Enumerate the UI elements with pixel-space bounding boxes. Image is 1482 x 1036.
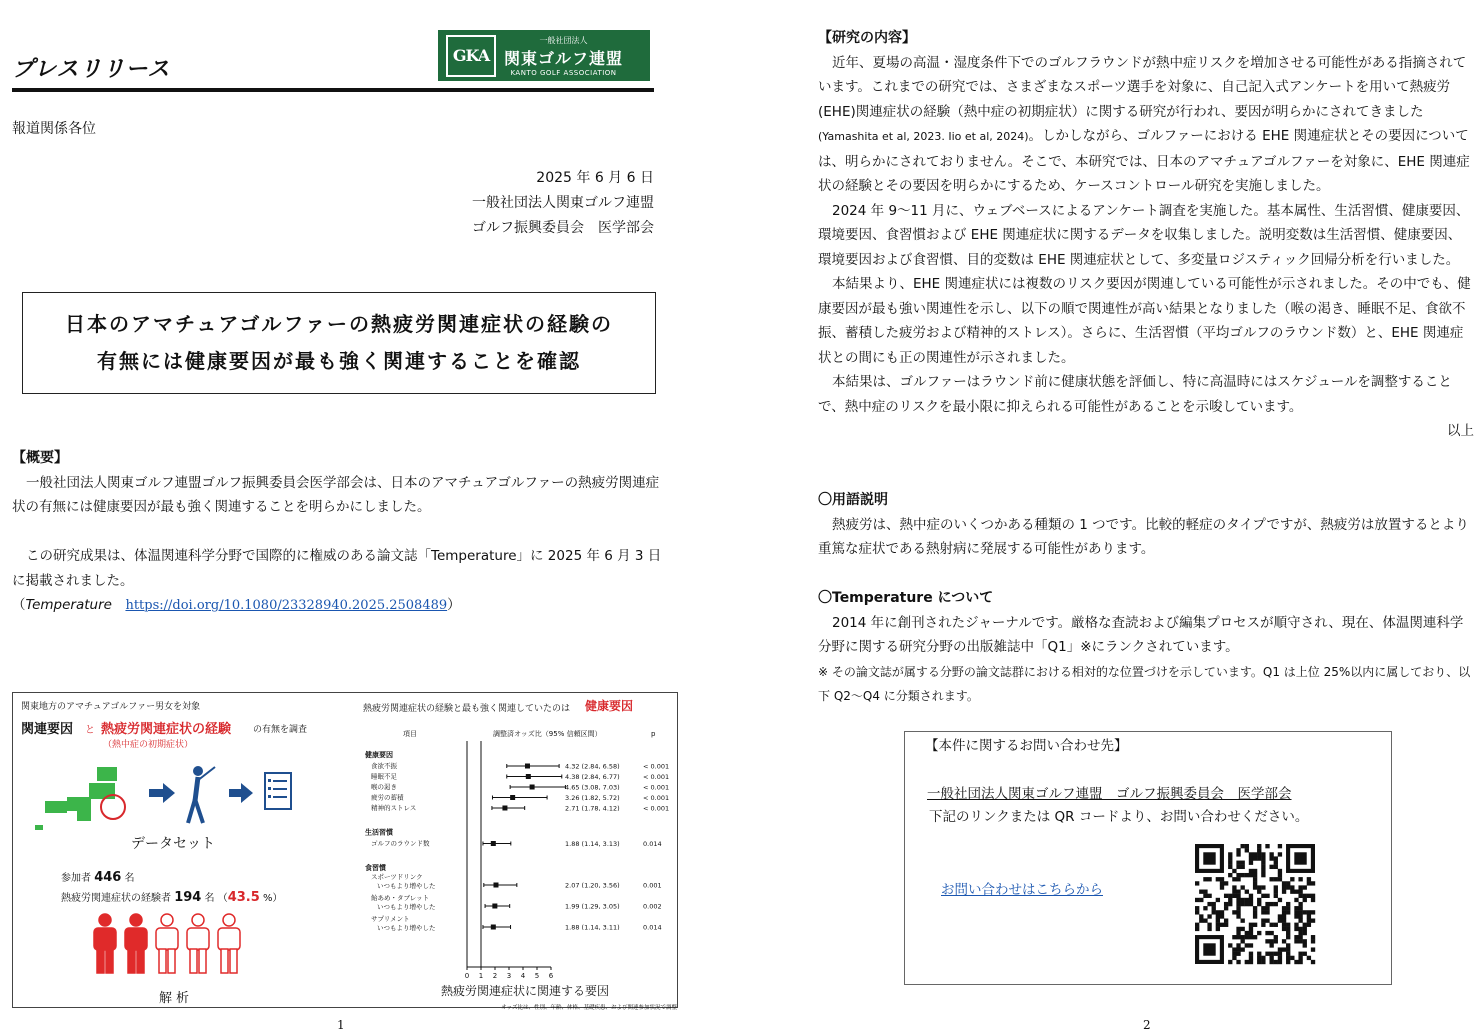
recipient: 報道関係各位	[12, 121, 96, 137]
row-label: スポーツドリンク	[371, 873, 423, 881]
x-tick-label: 2	[492, 972, 498, 980]
issuer-org: 一般社団法人関東ゴルフ連盟	[472, 195, 654, 211]
x-tick-label: 3	[506, 972, 512, 980]
col-or-header: 調整済オッズ比（95% 信頼区間）	[493, 730, 602, 738]
experienced-value: 194	[174, 890, 202, 905]
forest-plot	[343, 727, 677, 1011]
col-item-header: 項目	[403, 730, 417, 738]
overview-section	[12, 446, 672, 619]
temperature-note: ※ その論文誌が属する分野の論文誌群における相対的な位置づけを示しています。Q1 は上位 25%以内に属しており、以下 Q2～Q4 に分類されます。	[818, 664, 1471, 703]
or-value: 4.32 (2.84, 6.58)	[565, 762, 620, 771]
fig-footnote: オッズ比は、性別、年齢、体格、基礎疾患、および関連参加状況で調整	[501, 1005, 677, 1011]
temperature-heading: 〇Temperature について	[818, 590, 994, 606]
research-paragraph-1	[818, 51, 1474, 199]
issuer-dept: ゴルフ振興委員会 医学部会	[472, 220, 654, 236]
logo-mark: GKA	[446, 35, 496, 77]
research-paragraph-2: 2024 年 9～11 月に、ウェブベースによるアンケート調査を実施した。基本属性、生活習慣、健康要因、環境要因、食習慣および EHE 関連症状に関するデータを収集しました。説明変数は生活習慣、健康要因、環境要因および食習慣、目的変数は EHE 関連症状として、多変量ロジスティック回帰分析を行いました。	[818, 202, 1470, 268]
graphical-abstract	[12, 692, 678, 1011]
participants-row	[61, 869, 135, 885]
row-label: ゴルフのラウンド数	[371, 839, 430, 848]
x-tick-label: 0	[464, 972, 470, 980]
temperature-section	[818, 586, 1474, 708]
contact-instruction: 下記のリンクまたは QR コードより、お問い合わせください。	[929, 809, 1309, 825]
person-icon	[187, 914, 209, 973]
p-value: < 0.001	[643, 804, 670, 813]
kga-logo	[438, 30, 650, 81]
or-point	[530, 785, 535, 790]
p-value: < 0.001	[643, 762, 670, 771]
participants-unit: 名	[124, 873, 135, 884]
group-label: 食習慣	[365, 864, 386, 872]
fig-factors-label: 関連要因	[21, 722, 74, 737]
analysis-label: 解析	[159, 991, 194, 1006]
or-point	[502, 806, 507, 811]
or-point	[491, 925, 496, 930]
logo-subtitle: 一般社団法人	[539, 35, 588, 45]
title-line-2: 有無には健康要因が最も強く関連することを確認	[97, 349, 581, 373]
golfer-icon	[188, 766, 215, 823]
row-sublabel: いつもより増やした	[377, 903, 436, 911]
or-point	[510, 795, 515, 800]
research-p1-text: 近年、夏場の高温・湿度条件下でのゴルフラウンドが熱中症リスクを増加させる可能性がある指摘されています。これまでの研究では、さまざまなスポーツ選手を対象に、自己記入式アンケートを用いて熱疲労(EHE)関連症状の経験（熱中症の初期症状）に関する研究が行われ、要因が明らかにされてきました	[818, 54, 1467, 120]
research-section	[818, 26, 1474, 444]
japan-map-icon	[35, 767, 125, 830]
citation-journal: Temperature	[25, 597, 112, 613]
person-icon	[94, 914, 116, 973]
page-2	[800, 0, 1482, 1036]
logo-name-jp: 関東ゴルフ連盟	[504, 48, 624, 68]
dataset-illustration	[33, 763, 293, 835]
experienced-unit: 名	[204, 893, 215, 904]
experienced-pct: 43.5	[227, 890, 260, 905]
dataset-label: データセット	[131, 836, 215, 852]
experienced-row: 熱疲労関連症状の経験者 194 名 （43.5 %）	[61, 890, 283, 905]
x-tick-label: 1	[478, 972, 484, 980]
date-block	[472, 166, 654, 241]
press-release-label: プレスリリース	[12, 57, 171, 82]
experienced-label: 熱疲労関連症状の経験者	[61, 893, 171, 904]
pct-unit: %	[262, 893, 273, 904]
research-paragraph-3: 本結果より、EHE 関連症状には複数のリスク要因が関連している可能性が示されました。その中でも、健康要因が最も強い関連性を示し、以下の順で関連性が高い結果となりました（喉の渇き、睡眠不足、食欲不振、蓄積した疲労および精神的ストレス）。さらに、生活習慣（平均ゴルフのラウンド数）と、EHE 関連症状との間にも正の関連性が示されました。	[818, 276, 1471, 366]
terms-heading: 〇用語説明	[818, 492, 888, 508]
or-point	[492, 904, 497, 909]
contact-link[interactable]: お問い合わせはこちらから	[941, 882, 1103, 898]
overview-paragraph-2: この研究成果は、体温関連科学分野で国際的に権威のある論文誌「Temperature」に 2025 年 6 月 3 日に掲載されました。	[12, 548, 662, 589]
p-value: 0.001	[643, 881, 662, 890]
group-label: 健康要因	[365, 751, 393, 759]
arrow-right-icon	[149, 783, 175, 803]
checklist-icon	[265, 773, 291, 809]
title-box	[22, 292, 656, 394]
fig-right-header: 熱疲労関連症状の経験と最も強く関連していたのは	[363, 704, 571, 714]
row-sublabel: いつもより増やした	[377, 924, 436, 932]
research-heading: 【研究の内容】	[818, 30, 916, 46]
doi-link[interactable]: https://doi.org/10.1080/23328940.2025.2508489	[125, 598, 448, 613]
closing: 以上	[1447, 423, 1474, 439]
fig-right-highlight: 健康要因	[585, 699, 634, 713]
p-value: < 0.001	[643, 783, 670, 792]
or-value: 1.88 (1.14, 3.13)	[565, 840, 620, 848]
p-value: < 0.001	[643, 794, 670, 802]
logo-name-en: KANTO GOLF ASSOCIATION	[510, 68, 617, 77]
temperature-paragraph: 2014 年に創刊されたジャーナルです。厳格な査読および編集プロセスが順守され、現在、体温関連科学分野に関する研究分野の出版雑誌中「Q1」※にランクされています。	[818, 614, 1464, 655]
or-value: 1.99 (1.29, 3.05)	[565, 902, 620, 911]
fig-ehe-note: （熱中症の初期症状）	[103, 740, 194, 750]
release-date: 2025 年 6 月 6 日	[536, 170, 654, 186]
row-label: サプリメント	[371, 915, 410, 923]
header-rule	[12, 88, 654, 92]
contact-box	[904, 731, 1392, 985]
participants-value: 446	[94, 870, 122, 885]
row-label: 飴あめ・タブレット	[371, 894, 430, 902]
x-tick-label: 6	[548, 972, 554, 980]
terms-paragraph: 熱疲労は、熱中症のいくつかある種類の 1 つです。比較的軽症のタイプですが、熱疲労は放置するとより重篤な症状である熱射病に発展する可能性があります。	[818, 516, 1469, 557]
x-tick-label: 5	[534, 972, 540, 980]
or-value: 2.07 (1.20, 3.56)	[565, 881, 620, 890]
people-icons	[91, 913, 251, 977]
person-icon	[156, 914, 178, 973]
citation: （Temperature https://doi.org/10.1080/23328940.2025.2508489）	[12, 597, 461, 613]
fig-ehe-label: 熱疲労関連症状の経験	[101, 722, 232, 737]
or-point	[526, 774, 531, 779]
page-number-2: 2	[1143, 1018, 1151, 1032]
research-p1-cite: (Yamashita et al, 2023. Iio et al, 2024)	[818, 130, 1029, 143]
p-value: < 0.001	[643, 773, 670, 781]
row-label: 睡眠不足	[371, 772, 397, 781]
research-p1-rest: 。しかしながら、ゴルファーにおける EHE 関連症状とその要因については、明らかにされておりません。そこで、本研究では、日本のアマチュアゴルファーを対象に、EHE 関連症状の経験とその要因を明らかにするため、ケースコントロール研究を実施しました。	[818, 128, 1470, 194]
or-value: 4.65 (3.08, 7.03)	[565, 783, 620, 792]
person-icon	[218, 914, 240, 973]
p-value: 0.014	[643, 840, 662, 848]
page-number-1: 1	[337, 1018, 345, 1032]
overview-paragraph-1: 一般社団法人関東ゴルフ連盟ゴルフ振興委員会医学部会は、日本のアマチュアゴルファーの熱疲労関連症状の有無には健康要因が最も強く関連することを明らかにしました。	[12, 474, 660, 515]
title-line-1: 日本のアマチュアゴルファーの熱疲労関連症状の経験の	[65, 312, 613, 336]
fig-and: と	[85, 725, 95, 736]
research-paragraph-4: 本結果は、ゴルファーはラウンド前に健康状態を評価し、特に高温時にはスケジュールを調整することで、熱中症のリスクを最小限に抑えられる可能性があることを示唆しています。	[818, 374, 1452, 415]
p-value: 0.014	[643, 923, 662, 932]
or-value: 4.38 (2.84, 6.77)	[565, 773, 620, 781]
row-label: 精神的ストレス	[371, 804, 417, 812]
or-value: 3.26 (1.82, 5.72)	[565, 794, 620, 802]
x-tick-label: 4	[520, 972, 526, 980]
participants-label: 参加者	[61, 873, 91, 884]
col-p-header: p	[651, 730, 656, 738]
row-label: 疲労の蓄積	[371, 793, 404, 802]
row-sublabel: いつもより増やした	[377, 882, 436, 890]
qr-code-icon[interactable]	[1195, 844, 1315, 964]
contact-heading: 【本件に関するお問い合わせ先】	[925, 738, 1128, 754]
contact-org: 一般社団法人関東ゴルフ連盟 ゴルフ振興委員会 医学部会	[927, 786, 1292, 802]
page-1	[0, 0, 690, 1036]
row-label: 喉の渇き	[371, 783, 397, 791]
or-point	[491, 841, 496, 846]
row-label: 食欲不振	[371, 762, 397, 770]
x-axis-title: 熱疲労関連症状に関連する要因	[440, 984, 610, 998]
overview-heading: 【概要】	[12, 450, 68, 466]
group-label: 生活習慣	[365, 828, 393, 837]
person-icon	[125, 914, 147, 973]
fig-survey-suffix: の有無を調査	[253, 725, 308, 735]
p-value: 0.002	[643, 902, 662, 911]
or-point	[525, 764, 530, 769]
or-value: 1.88 (1.14, 3.11)	[565, 923, 620, 932]
or-point	[493, 883, 498, 888]
terms-section	[818, 488, 1474, 562]
fig-intro: 関東地方のアマチュアゴルファー男女を対象	[21, 702, 201, 712]
arrow-right-icon-2	[229, 783, 253, 803]
or-value: 2.71 (1.78, 4.12)	[565, 804, 620, 813]
